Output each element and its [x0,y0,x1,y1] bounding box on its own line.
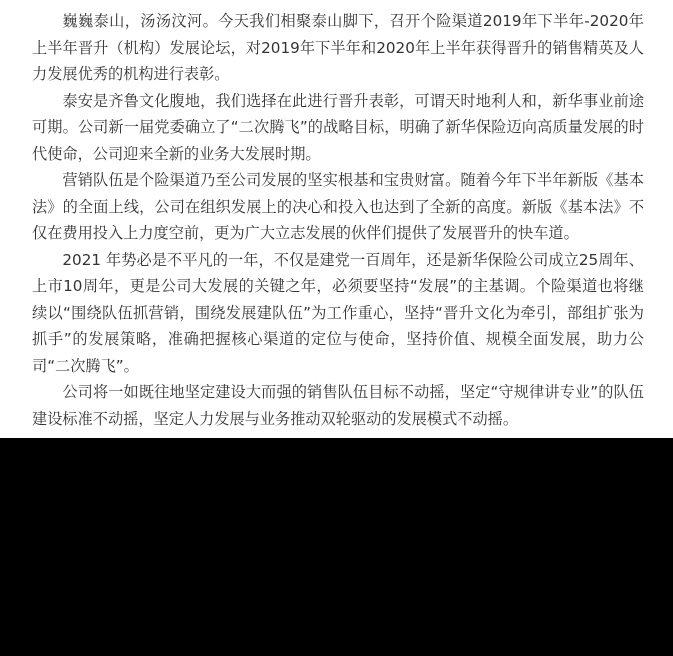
article-body [32,8,644,432]
paragraph-taian: 泰安是齐鲁文化腹地，我们选择在此进行晋升表彰，可谓天时地利人和，新华事业前途可期。公司新一届党委确立了“二次腾飞”的战略目标，明确了新华保险迈向高质量发展的时代使命，公司迎来全新的业务大发展时期。 [32,91,644,163]
paragraph-sales-team: 营销队伍是个险渠道乃至公司发展的坚实根基和宝贵财富。随着今年下半年新版《基本法》的全面上线，公司在组织发展上的决心和投入也达到了全新的高度。新版《基本法》不仅在费用投入上力度空前，更为广大立志发展的伙伴们提供了发展晋升的快车道。 [32,171,644,242]
paragraph-intro: 巍巍泰山，汤汤汶河。今天我们相聚泰山脚下，召开个险渠道2019年下半年-2020年上半年晋升（机构）发展论坛，对2019年下半年和2020年上半年获得晋升的销售精英及人力发展优秀的机构进行表彰。 [32,12,644,83]
paragraph-commitment: 公司将一如既往地坚定建设大而强的销售队伍目标不动摇，坚定“守规律讲专业”的队伍建设标准不动摇，坚定人力发展与业务推动双轮驱动的发展模式不动摇。 [32,383,644,428]
paragraph-2021: 2021 年势必是不平凡的一年，不仅是建党一百周年，还是新华保险公司成立25周年、上市10周年，更是公司大发展的关键之年，必须要坚持“发展”的主基调。个险渠道也将继续以“围绕队伍抓营销，围绕发展建队伍”为工作重心，坚持“晋升文化为牵引，部组扩张为抓手”的发展策略，准确把握核心渠道的定位与使命，坚持价值、规模全面发展，助力公司“二次腾飞”。 [32,250,644,375]
black-overlay [0,438,673,656]
